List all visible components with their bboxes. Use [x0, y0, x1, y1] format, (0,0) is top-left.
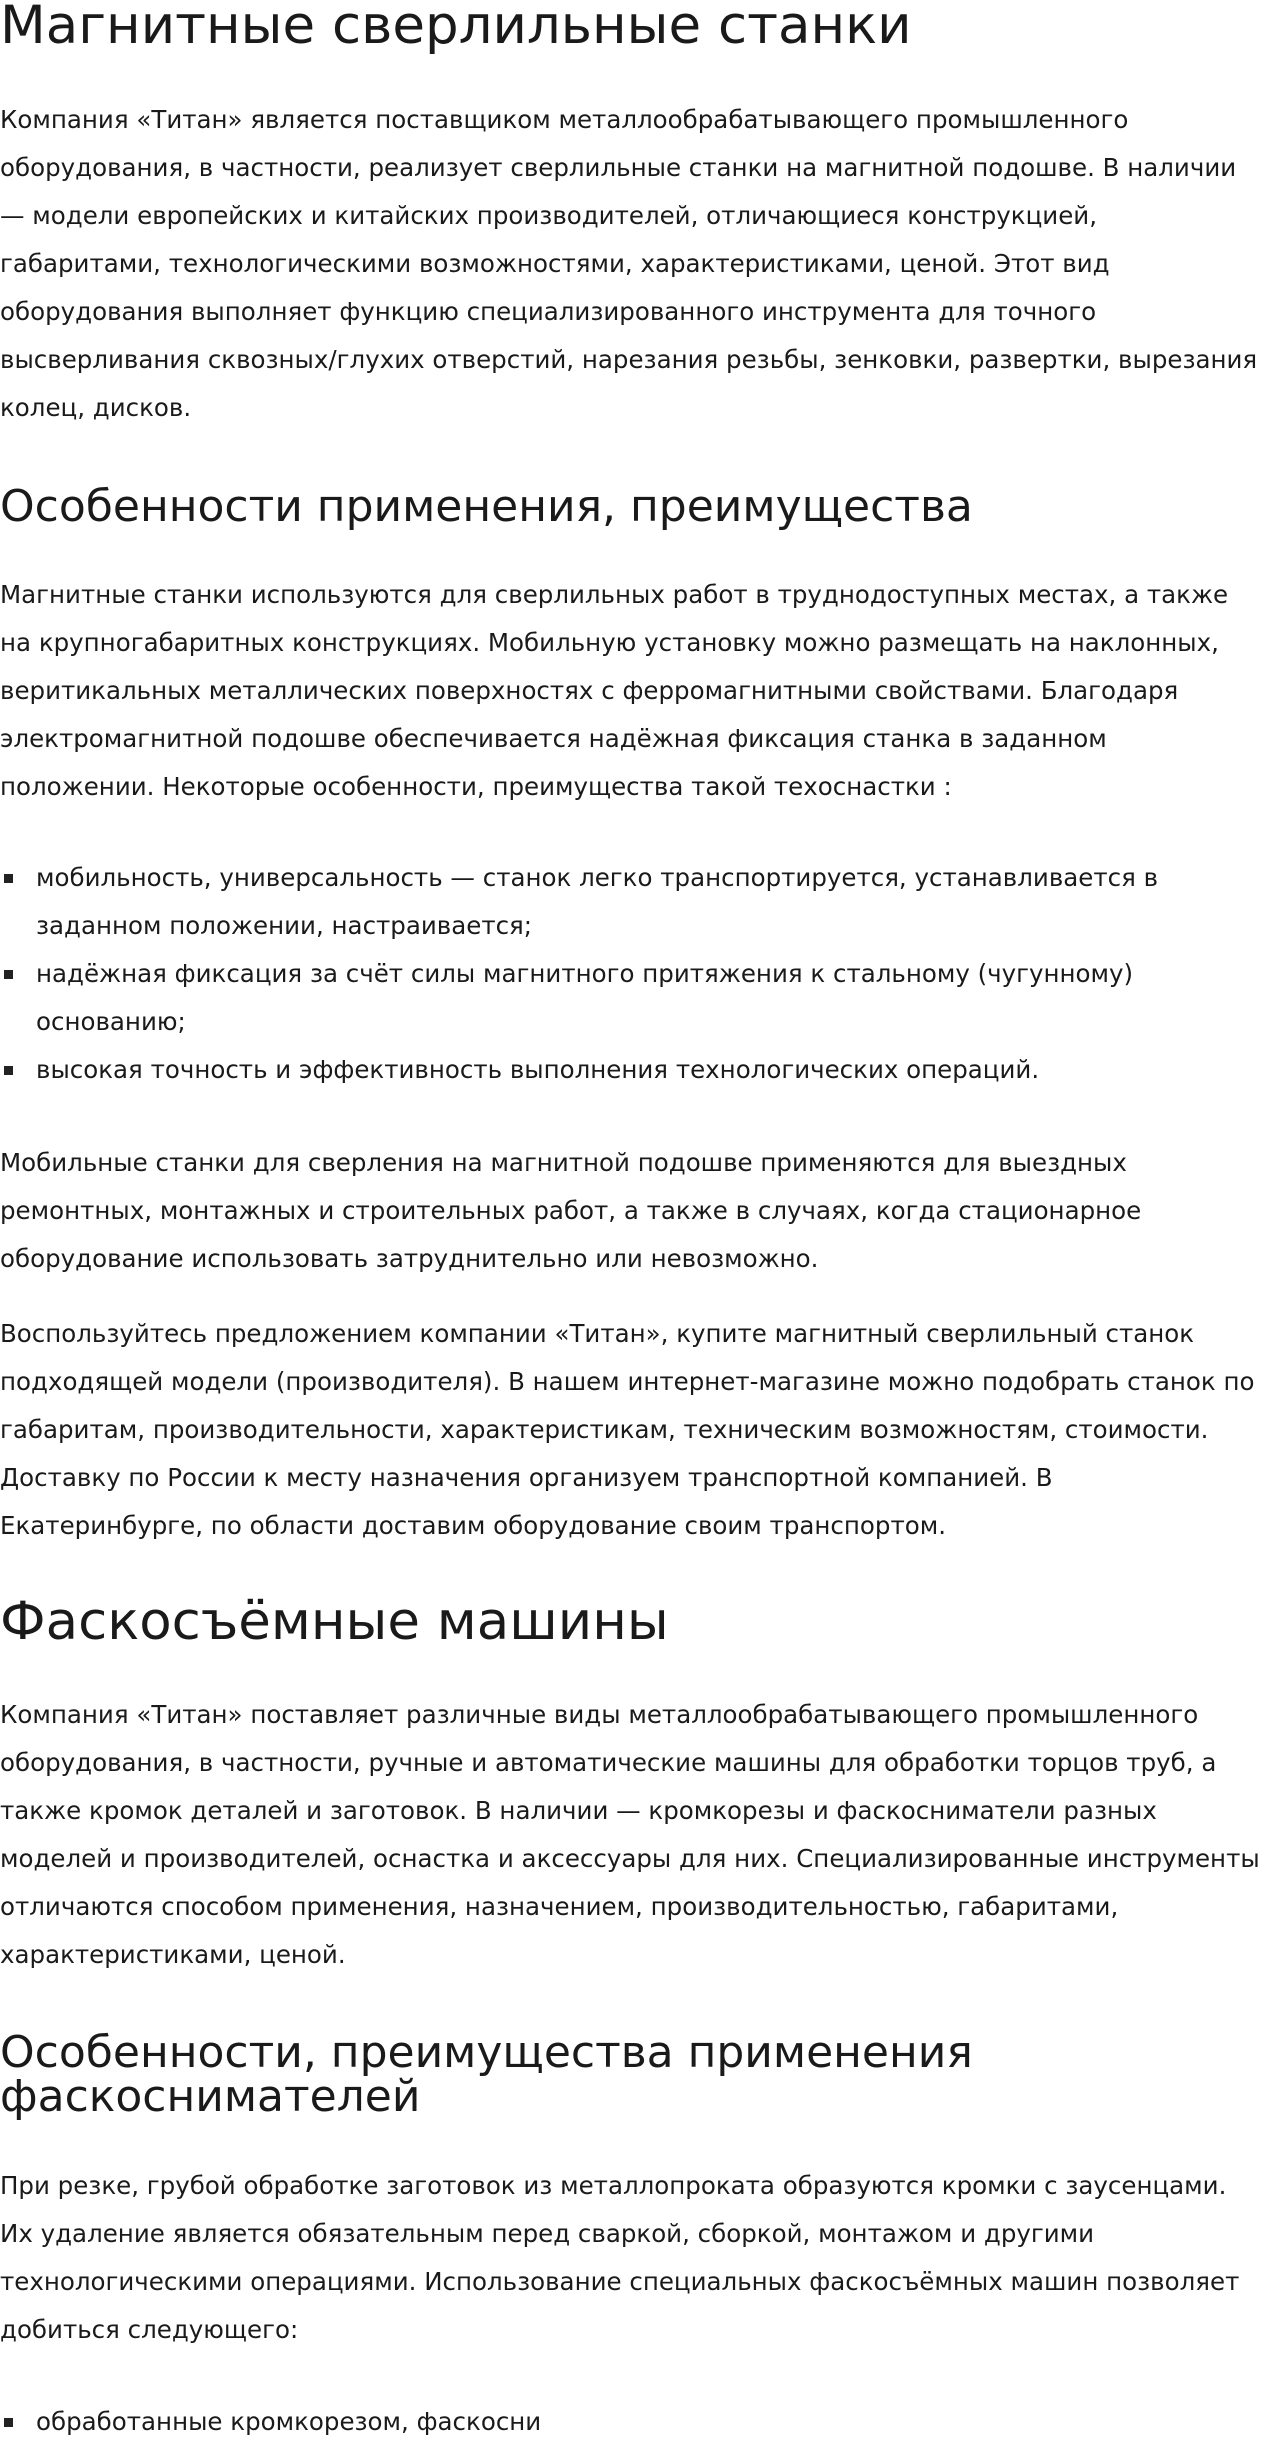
list-item [0, 854, 1262, 950]
list-item-text: обработанные кромкорезом, фаскосни [36, 2407, 542, 2436]
section-heading-chamfer-advantages: Особенности, преимущества применения фаскоснимателей [0, 2027, 973, 2122]
section-heading-advantages: Особенности применения, преимущества [0, 481, 973, 532]
offer-paragraph: Воспользуйтесь предложением компании «Титан», купите магнитный сверлильный станок подходящей модели (производителя). В нашем интернет-магазине можно подобрать станок по габаритам, производительности, характеристикам, техническим возможностям, стоимости. Доставку по России к месту назначения организуем транспортной компанией. В Екатеринбурге, по области доставим оборудование своим транспортом. [0, 1319, 1255, 1540]
list-item-text: мобильность, универсальность — станок легко транспортируется, устанавливается в заданном положении, настраивается; [36, 863, 1159, 940]
chamfer-intro-paragraph: Компания «Титан» поставляет различные виды металлообрабатывающего промышленного оборудования, в частности, ручные и автоматические машины для обработки торцов труб, а также кромок деталей и заготовок. В наличии — кромкорезы и фаскосниматели разных моделей и производителей, оснастка и аксессуары для них. Специализированные инструменты отличаются способом применения, назначением, производительностью, габаритами, характеристиками, ценой. [0, 1700, 1260, 1969]
square-bullet-icon [4, 970, 13, 979]
square-bullet-icon [4, 874, 13, 883]
list-item [0, 1046, 1262, 1094]
intro-paragraph: Компания «Титан» является поставщиком металлообрабатывающего промышленного оборудования, в частности, реализует сверлильные станки на магнитной подошве. В наличии — модели европейских и китайских производителей, отличающиеся конструкцией, габаритами, технологическими возможностями, характеристиками, ценой. Этот вид оборудования выполняет функцию специализированного инструмента для точного высверливания сквозных/глухих отверстий, нарезания резьбы, зенковки, развертки, вырезания колец, дисков. [0, 105, 1258, 422]
section-title-chamfer-machines: Фаскосъёмные машины [0, 1591, 669, 1652]
usage-paragraph: Магнитные станки используются для сверлильных работ в труднодоступных местах, а также на крупногабаритных конструкциях. Мобильную установку можно размещать на наклонных, веритикальных металлических поверхностях с ферромагнитными свойствами. Благодаря электромагнитной подошве обеспечивается надёжная фиксация станка в заданном положении. Некоторые особенности, преимущества такой техоснастки : [0, 580, 1229, 801]
chamfer-features-list [0, 2398, 1262, 2446]
list-item-text: надёжная фиксация за счёт силы магнитного притяжения к стальному (чугунному) основанию; [36, 959, 1134, 1036]
list-item [0, 2398, 1262, 2446]
square-bullet-icon [4, 1066, 13, 1075]
square-bullet-icon [4, 2418, 13, 2427]
chamfer-usage-paragraph: При резке, грубой обработке заготовок из металлопроката образуются кромки с заусенцами. Их удаление является обязательным перед сваркой, сборкой, монтажом и другими технологическими операциями. Использование специальных фаскосъёмных машин позволяет добиться следующего: [0, 2171, 1240, 2344]
list-item [0, 950, 1262, 1046]
applications-paragraph: Мобильные станки для сверления на магнитной подошве применяются для выездных ремонтных, монтажных и строительных работ, а также в случаях, когда стационарное оборудование использовать затруднительно или невозможно. [0, 1148, 1142, 1273]
features-list [0, 854, 1262, 1094]
page-title: Магнитные сверлильные станки [0, 0, 912, 56]
list-item-text: высокая точность и эффективность выполнения технологических операций. [36, 1055, 1040, 1084]
